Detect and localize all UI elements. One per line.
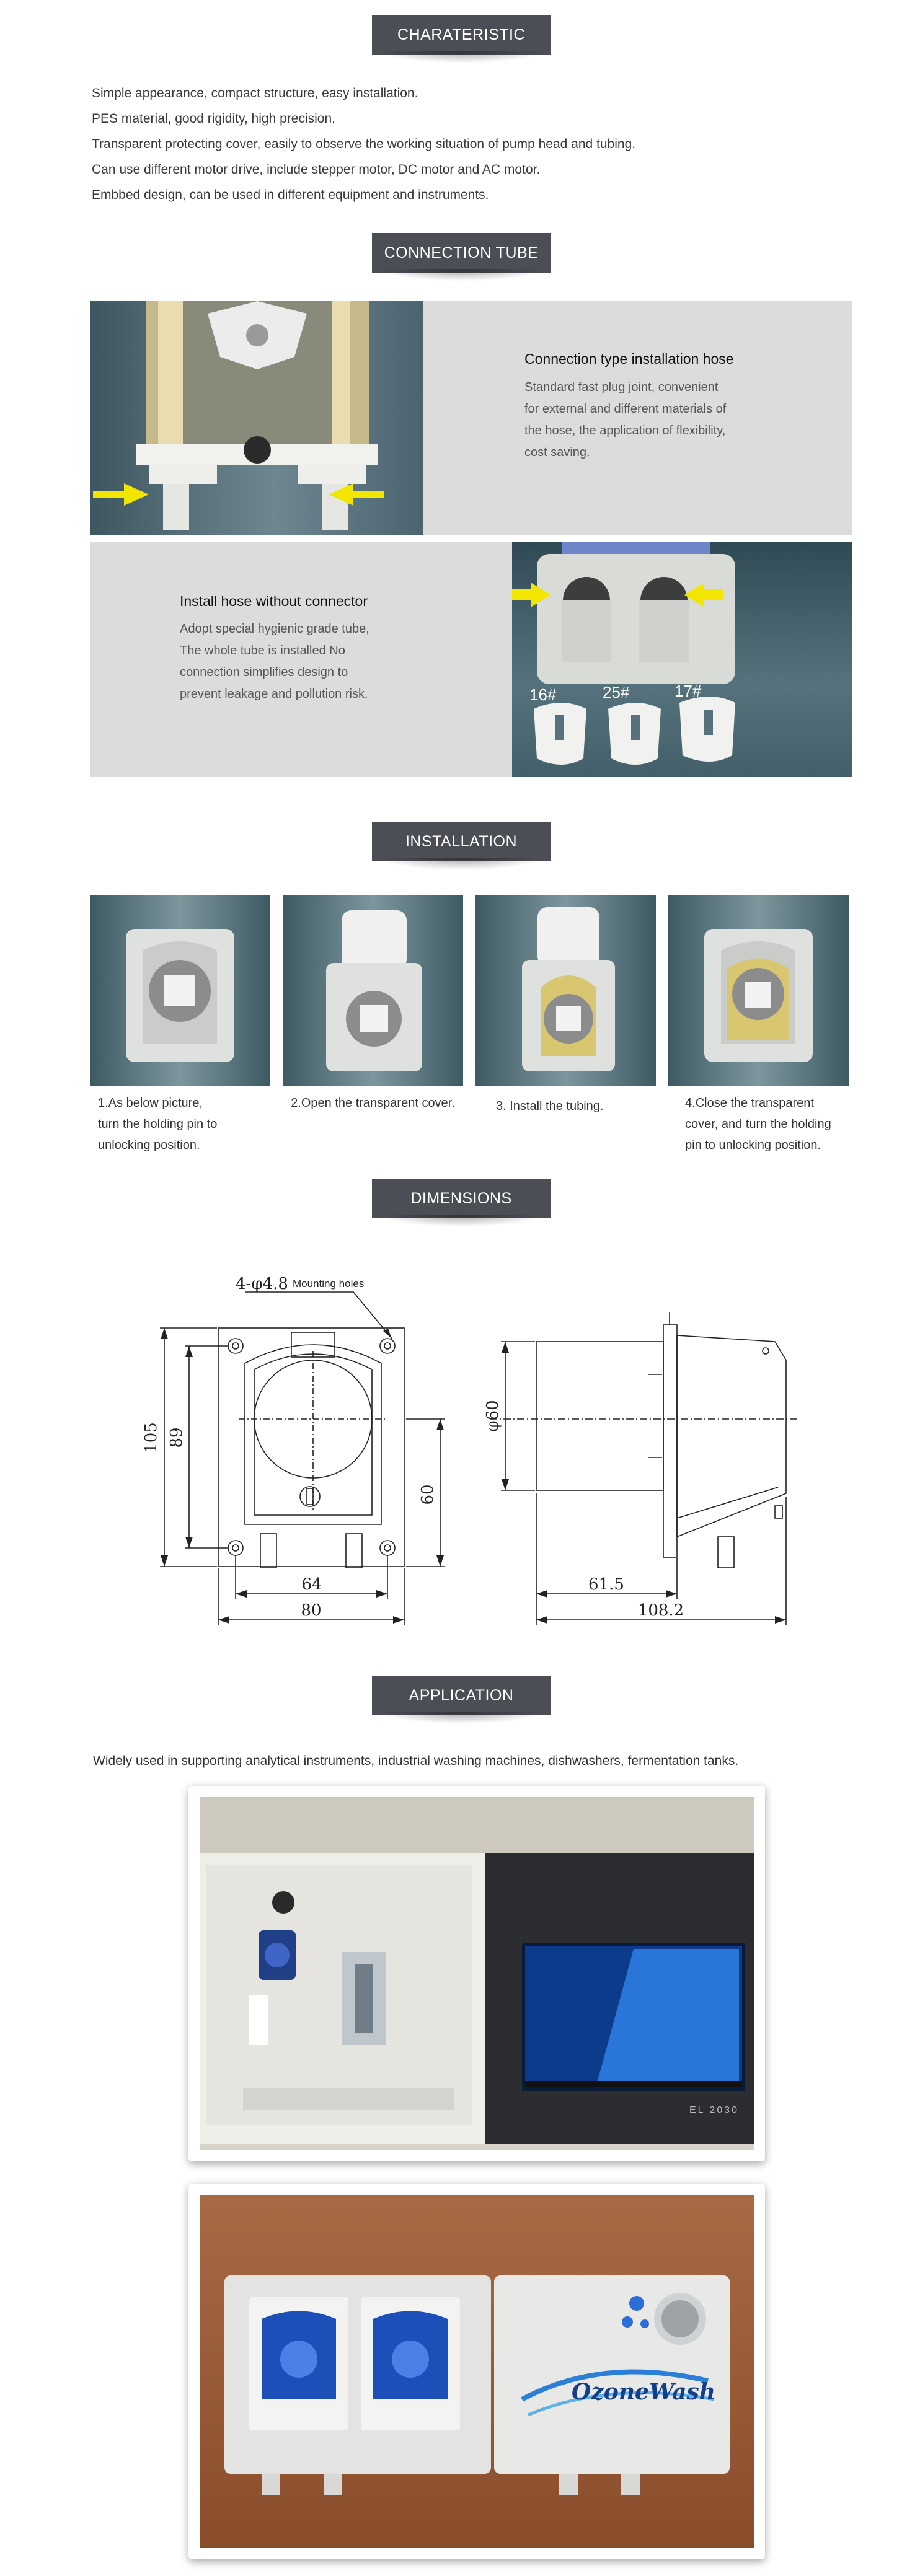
- dim-height-60: 60: [418, 1484, 437, 1505]
- section-banner-application: [372, 1676, 551, 1719]
- connection-type-2-desc: Adopt special hygienic grade tube, The whole tube is installed No connection simplifies design to prevent leakage and pollution risk.: [180, 622, 369, 701]
- dim-width-80: 80: [301, 1601, 322, 1620]
- pump-hose-connector-image: [90, 301, 423, 535]
- dimension-drawing: [0, 1252, 920, 1636]
- connection-photo-1: [90, 301, 423, 535]
- connection-type-2-title: Install hose without connector: [180, 593, 368, 609]
- section-title: APPLICATION: [372, 1676, 551, 1715]
- application-photo-2-frame: [188, 2184, 765, 2559]
- characteristic-item: Embbed design, can be used in different equipment and instruments.: [92, 188, 489, 202]
- section-banner-characteristic: [372, 15, 551, 58]
- application-photo-1-frame: [188, 1786, 765, 2161]
- dim-width-64: 64: [301, 1575, 322, 1594]
- dim-height-105: 105: [142, 1422, 161, 1453]
- analyzer-cabinet-image: [200, 1797, 754, 2150]
- application-photo-1: [200, 1797, 754, 2150]
- application-photo-2: [200, 2195, 754, 2548]
- section-title: CHARATERISTIC: [372, 15, 551, 55]
- installation-step-4-caption: 4.Close the transparent cover, and turn the holding pin to unlocking position.: [685, 1096, 831, 1152]
- installation-step-1-caption: 1.As below picture, turn the holding pin to unlocking position.: [98, 1096, 218, 1152]
- dim-mounting-holes: 4-φ4.8: [236, 1275, 288, 1293]
- section-title: INSTALLATION: [372, 822, 551, 861]
- pump-no-connector-image: [512, 542, 852, 777]
- dim-mounting-holes-label: Mounting holes: [293, 1278, 365, 1290]
- characteristic-item: PES material, good rigidity, high precision.: [92, 112, 335, 126]
- section-banner-connection: [372, 233, 551, 276]
- dim-depth-108-2: 108.2: [637, 1601, 684, 1620]
- installation-step-3-caption: 3. Install the tubing.: [496, 1099, 604, 1113]
- characteristic-item: Can use different motor drive, include stepper motor, DC motor and AC motor.: [92, 162, 541, 177]
- connection-type-1-desc: Standard fast plug joint, convenient for external and different materials of the hose, the application of flexibility, cost saving.: [524, 380, 727, 459]
- connection-photo-2: [512, 542, 852, 777]
- tube-size-label: 17#: [675, 682, 702, 700]
- installation-step-4-photo: [668, 895, 849, 1086]
- characteristics-list: [92, 81, 635, 208]
- installation-step-3-photo: [475, 895, 656, 1086]
- installation-step-2-photo: [283, 895, 463, 1086]
- dim-diameter-60: φ60: [484, 1400, 502, 1432]
- characteristic-item: Simple appearance, compact structure, easy installation.: [92, 86, 418, 100]
- characteristic-item: Transparent protecting cover, easily to observe the working situation of pump head and tubing.: [92, 137, 636, 151]
- installation-step-2-caption: 2.Open the transparent cover.: [291, 1096, 455, 1110]
- section-banner-dimensions: [372, 1179, 551, 1222]
- dim-height-89: 89: [167, 1427, 186, 1448]
- device-model-label: EL 2030: [689, 2105, 740, 2116]
- installation-step-1-photo: [90, 895, 270, 1086]
- ozonewash-logo-text: OzoneWash: [572, 2379, 715, 2405]
- connection-type-1-title: Connection type installation hose: [524, 351, 734, 367]
- ozonewash-panel-image: [200, 2195, 754, 2548]
- section-banner-installation: [372, 822, 551, 865]
- dim-depth-61-5: 61.5: [588, 1575, 624, 1594]
- application-description: Widely used in supporting analytical instruments, industrial washing machines, dishwashers, fermentation tanks.: [93, 1754, 739, 1768]
- tube-size-label: 16#: [529, 685, 557, 704]
- tube-size-label: 25#: [603, 683, 630, 701]
- section-title: DIMENSIONS: [372, 1179, 551, 1218]
- section-title: CONNECTION TUBE: [372, 233, 551, 273]
